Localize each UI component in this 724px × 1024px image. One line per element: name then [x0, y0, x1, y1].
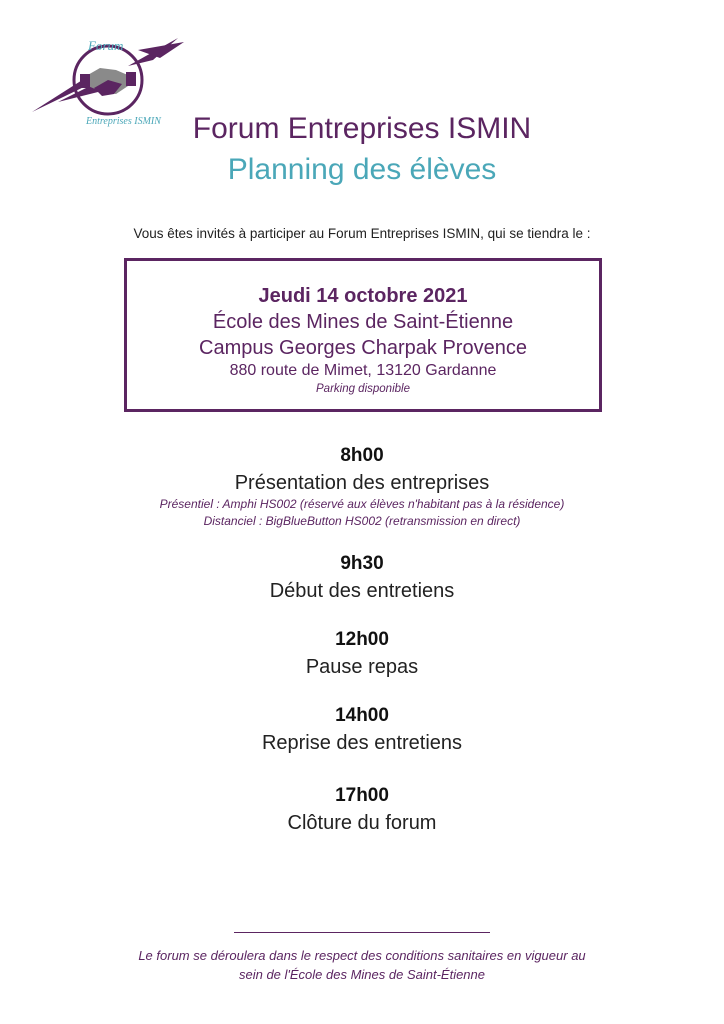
footer-note [62, 946, 662, 984]
event-info-box [124, 258, 602, 412]
agenda-note-distanciel: Distanciel : BigBlueButton HS002 (retransmission en direct) [203, 514, 521, 528]
footer-line-1: Le forum se déroulera dans le respect des conditions sanitaires en vigueur au [138, 948, 586, 963]
agenda-item-presentation [0, 444, 724, 530]
event-venue: École des Mines de Saint-Étienne [212, 311, 514, 333]
agenda-time: 12h00 [335, 629, 389, 650]
agenda-label: Reprise des entretiens [261, 732, 463, 754]
agenda-item-cloture [0, 784, 724, 836]
agenda-item-entretiens [0, 552, 724, 604]
page-title: Forum Entreprises ISMIN [192, 112, 532, 145]
event-date: Jeudi 14 octobre 2021 [258, 285, 468, 307]
event-campus: Campus Georges Charpak Provence [199, 337, 527, 359]
agenda-label: Présentation des entreprises [234, 472, 490, 494]
agenda-time: 14h00 [335, 705, 389, 726]
footer-divider [234, 932, 490, 933]
footer-line-2: sein de l'École des Mines de Saint-Étienne [238, 967, 486, 982]
agenda-label: Pause repas [305, 656, 419, 678]
agenda-label: Début des entretiens [269, 580, 455, 602]
agenda-item-reprise [0, 704, 724, 756]
logo-word-forum: Forum [88, 38, 124, 53]
logo-word-entreprises: Entreprises ISMIN [86, 116, 161, 127]
agenda-note-presentiel: Présentiel : Amphi HS002 (réservé aux élèves n'habitant pas à la résidence) [159, 497, 565, 511]
agenda-time: 9h30 [340, 553, 384, 574]
event-address: 880 route de Mimet, 13120 Gardanne [229, 362, 497, 379]
intro-text: Vous êtes invités à participer au Forum Entreprises ISMIN, qui se tiendra le : [133, 226, 591, 241]
agenda-time: 8h00 [340, 445, 384, 466]
agenda-time: 17h00 [335, 785, 389, 806]
agenda-label: Clôture du forum [287, 812, 437, 834]
event-parking: Parking disponible [316, 383, 410, 395]
page-subtitle: Planning des élèves [227, 153, 497, 186]
agenda-item-pause [0, 628, 724, 680]
